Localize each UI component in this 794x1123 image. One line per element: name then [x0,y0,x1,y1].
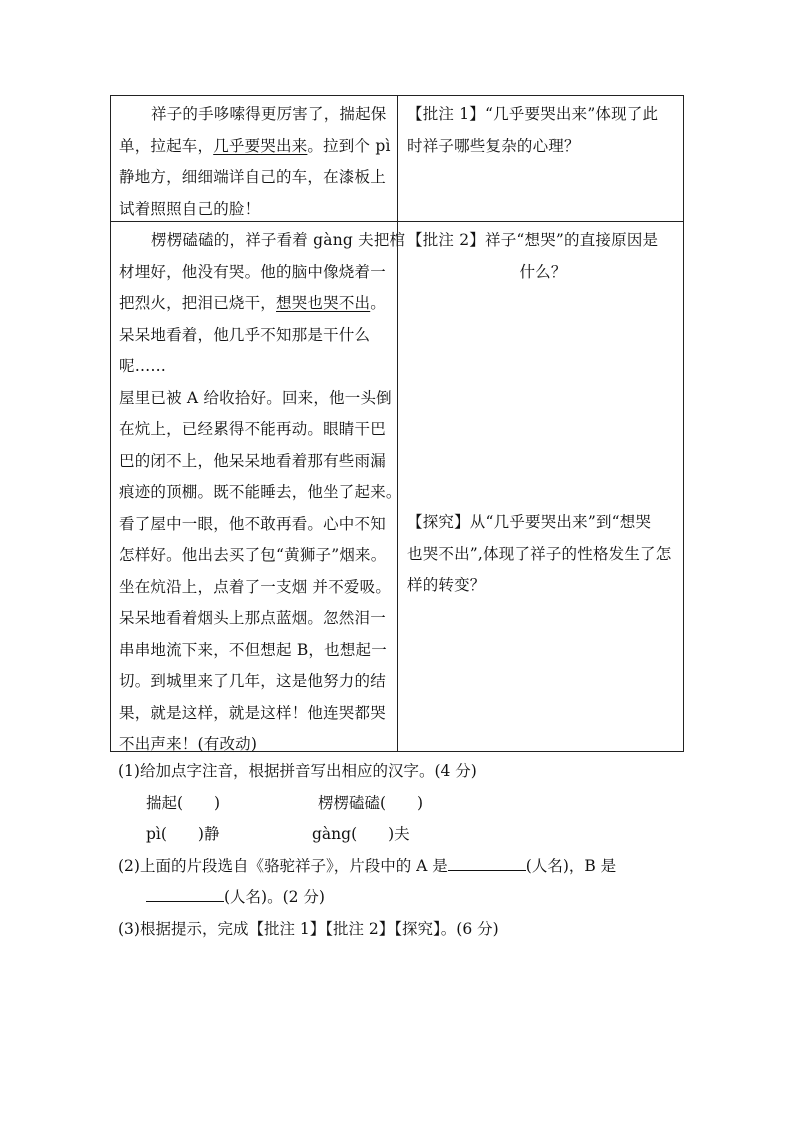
passage-line [119,288,391,320]
passage-line [119,131,391,163]
passage-line: 串串地流下来，不但想起 B，也想起一 [119,640,387,659]
passage-text: 单，拉起车， [119,136,214,155]
annotation-2-line: 什么？ [519,262,567,281]
answer-item-gang: gàng( )夫 [312,825,410,843]
answer-item-lengleng: 楞楞磕磕( ) [318,793,424,812]
passage-line: 不出声来！(有改动) [119,735,258,753]
passage-line: 呆呆地看着，他几乎不知那是干什么 [119,325,371,344]
passage-line: 痕迹的顶棚。既不能睡去，他坐了起来。 [119,483,402,501]
passage-line: 怎样好。他出去买了包“黄狮子”烟来。 [119,546,387,564]
question-1-row-b [118,819,688,851]
answer-blank-a[interactable] [448,852,526,871]
question-2-text: (2)上面的片段选自《骆驼祥子》，片段中的 A 是 [118,856,448,875]
passage-line: 果，就是这样，就是这样！他连哭都哭 [119,703,386,722]
annotation-1-line: 【批注 1】“几乎要哭出来”体现了此 [407,105,659,123]
passage-line: 呆呆地看着烟头上那点蓝烟。忽然泪一 [119,609,386,627]
question-2-text: (人名)，B 是 [525,856,617,875]
passage-line: 呢…… [119,357,167,375]
passage-text: 。拉到个 pì [307,136,391,155]
table-column-divider [397,96,398,751]
passage-line: 巴的闭不上，他呆呆地看着那有些雨漏 [119,451,386,470]
question-2-line-2 [118,882,688,914]
passage-line: 试着照照自己的脸！ [119,199,261,218]
annotation-1-line: 时祥子哪些复杂的心理？ [407,136,580,155]
annotation-1-cell [407,99,679,162]
passage-line: 材埋好，他没有哭。他的脑中像烧着一 [119,262,386,281]
passage-text: 把烈火，把泪已烧干， [119,294,277,312]
passage-line: 屋里已被 A 给收拾好。回来，他一头倒 [119,388,392,407]
answer-item-chuaiqi: 揣起( ) [146,793,221,812]
question-1: (1)给加点字注音，根据拼音写出相应的汉字。(4 分) [118,762,477,780]
question-2-line-1 [118,851,688,883]
questions-section [118,756,688,945]
explore-line: 【探究】从“几乎要哭出来”到“想哭 [407,513,652,531]
annotation-2-line: 【批注 2】祥子“想哭”的直接原因是 [407,231,659,249]
question-2-text: (人名)。(2 分) [224,888,325,906]
underlined-phrase: 几乎要哭出来 [213,136,308,155]
question-1-row-a [118,788,688,820]
passage-line: 切。到城里来了几年，这是他努力的结 [119,672,386,690]
underlined-phrase: 想哭也哭不出 [276,294,371,312]
passage-line: 看了屋中一眼，他不敢再看。心中不知 [119,514,386,533]
passage-line: 祥子的手哆嗦得更厉害了，揣起保 [151,105,387,123]
question-3: (3)根据提示，完成【批注 1】【批注 2】【探究】。(6 分) [118,919,499,938]
passage-cell-2 [119,225,406,761]
answer-blank-b[interactable] [146,883,224,902]
passage-text: 。 [370,294,386,312]
explore-line: 样的转变？ [407,576,486,594]
passage-cell-1 [119,99,391,225]
answer-item-pi: pì( )静 [146,825,220,843]
annotation-2-cell [407,225,679,288]
passage-line: 静地方，细细端详自己的车，在漆板上 [119,168,386,186]
passage-line: 楞楞磕磕的，祥子看着 gàng 夫把棺 [151,231,406,249]
explore-line: 也哭不出”,体现了祥子的性格发生了怎 [407,544,672,563]
annotation-table [110,95,684,752]
explore-cell [407,507,679,602]
passage-line: 坐在炕沿上，点着了一支烟 并不爱吸。 [119,577,392,596]
passage-line: 在炕上，已经累得不能再动。眼睛干巴 [119,420,386,438]
